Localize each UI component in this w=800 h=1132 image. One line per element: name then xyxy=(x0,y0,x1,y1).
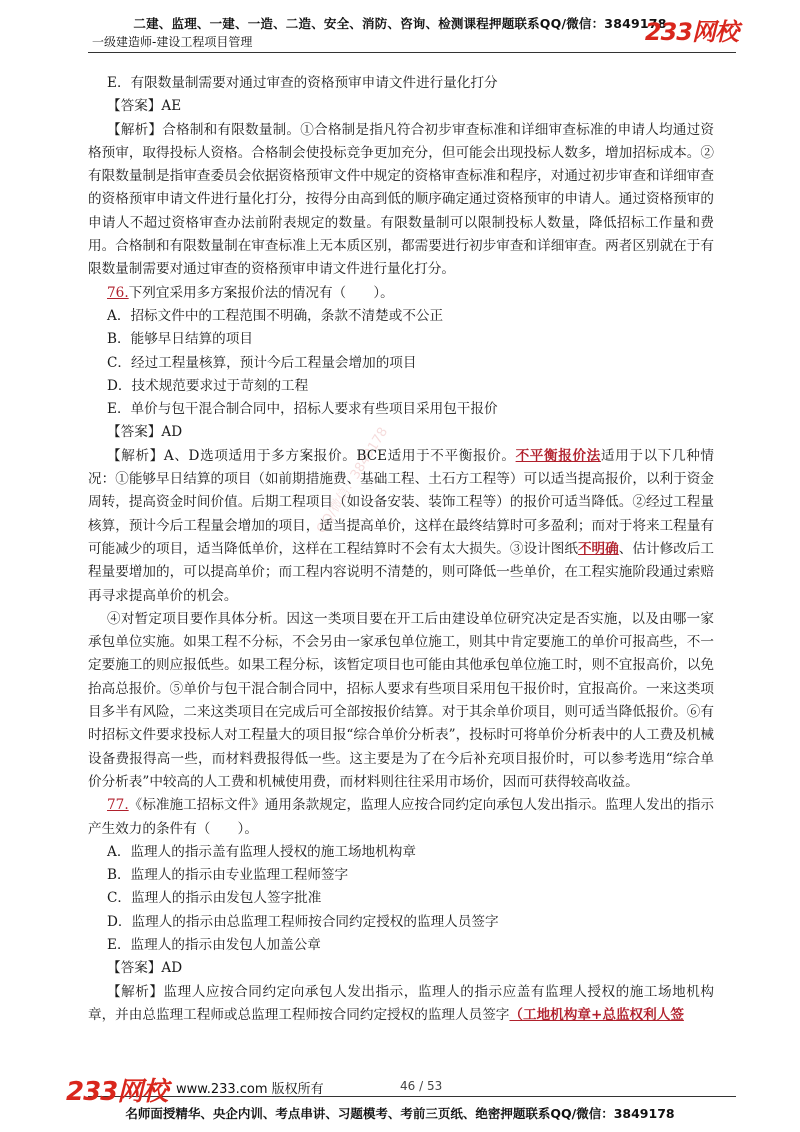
q77-option-b: B．监理人的指示由专业监理工程师签字 xyxy=(107,867,349,884)
explanation-prev: 【解析】合格制和有限数量制。①合格制是指凡符合初步审查标准和详细审查标准的申请人均通过资格预审，取得投标人资格。合格制会使投标竞争更加充分，但可能会出现投标人数多，增加招标成本。②有限数量制是指审查委员会依据资格预审文件中规定的资格审查标准和程序，对通过初步审查和详细审查的资格预审申请文件进行量化打分，按得分由高到低的顺序确定通过资格预审的申请人。通过资格预审的申请人不超过资格审查办法前附表规定的数量。有限数量制可以限制投标人数量，降低招标工作量和费用。合格制和有限数量制在审查标准上无本质区别，都需要进行初步审查和详细审查。两者区别就在于有限数量制需要对通过审查的资格预审申请文件进行量化打分。 xyxy=(88,121,714,278)
explanation-text: 【解析】监理人应按合同约定向承包人发出指示，监理人的指示应盖有监理人授权的施工场地机构章，并由总监理工程师或总监理工程师按合同约定授权的监理人员签字 xyxy=(88,983,714,1023)
option-e-prev: E．有限数量制需要对通过审查的资格预审申请文件进行量化打分 xyxy=(107,75,498,91)
q77-option-d: D．监理人的指示由总监理工程师按合同约定授权的监理人员签字 xyxy=(107,913,499,930)
q77-option-c: C．监理人的指示由发包人签字批准 xyxy=(107,890,322,907)
q76-option-b: B．能够早日结算的项目 xyxy=(107,331,253,348)
explanation-text: 适用于以下几种情况：①能够早日结算的项目（如前期措施费、基础工程、土石方工程等）可以适当提高报价，以利于资金周转，提高资金时间价值。后期工程项目（如设备安装、装饰工程等）的报价可适当降低。②经过工程量核算，预计今后工程量会增加的项目，适当提高单价，这样在最终结算时可多盈利；而对于将来工程量有可能减少的项目，适当降低单价，这样在工程结算时不会有太大损失。③设计图纸 xyxy=(88,447,715,557)
q76-explanation-cont: ④对暂定项目要作具体分析。因这一类项目要在开工后由建设单位研究决定是否实施，以及由哪一家承包单位实施。如果工程不分标，不会另由一家承包单位施工，则其中肯定要施工的单价可报高些，不一定要施工的则应报低些。如果工程分标，该暂定项目也可能由其他承包单位施工时，则不宜报高价，以免抬高总报价。⑤单价与包干混合制合同中，招标人要求有些项目采用包干报价时，宜报高价。一来这类项目多半有风险，二来这类项目在完成后可全部按报价结算。对于其余单价项目，则可适当降低报价。⑥有时招标文件要求投标人对工程量大的项目报“综合单价分析表”，投标时可将单价分析表中的人工费及机械设备费报得高一些，而材料费报得低一些。这主要是为了在今后补充项目报价时，可以参考选用“综合单价分析表”中较高的人工费和机械使用费，而材料则往往采用市场价，因而可获得较高收益。 xyxy=(88,610,714,790)
watermark: QQ/微信：3849178 xyxy=(313,424,392,537)
highlight-term: （工地机构章+总监权利人签 xyxy=(509,1006,684,1023)
footer-copyright: www.233.com 版权所有 xyxy=(176,1082,324,1097)
q77-explanation xyxy=(88,981,714,1028)
explanation-text: 【解析】A、D选项适用于多方案报价。BCE适用于不平衡报价。 xyxy=(107,447,516,464)
footer-promo-line: 名师面授精华、央企内训、考点串讲、习题模考、考前三页纸、绝密押题联系QQ/微信：3849178 xyxy=(125,1106,675,1121)
question-number: 77. xyxy=(107,797,129,814)
q76-option-e: E．单价与包干混合制合同中，招标人要求有些项目采用包干报价 xyxy=(107,401,498,418)
question-stem: 下列宜采用多方案报价法的情况有（ ）。 xyxy=(128,284,394,301)
question-number: 76. xyxy=(107,284,129,301)
q76-option-d: D．技术规范要求过于苛刻的工程 xyxy=(107,377,309,394)
header-promo-line: 二建、监理、一建、一造、二造、安全、消防、咨询、检测课程押题联系QQ/微信：3849178 xyxy=(133,16,667,31)
q76-option-c: C．经过工程量核算，预计今后工程量会增加的项目 xyxy=(107,354,417,371)
q76-explanation xyxy=(88,445,714,608)
question-76 xyxy=(88,282,714,305)
q76-option-a: A．招标文件中的工程范围不明确，条款不清楚或不公正 xyxy=(107,307,444,324)
q77-option-a: A．监理人的指示盖有监理人授权的施工场地机构章 xyxy=(107,843,416,860)
header-divider xyxy=(88,52,736,53)
highlight-term: 不平衡报价法 xyxy=(515,447,601,464)
question-77 xyxy=(88,794,714,841)
q77-answer: 【答案】AD xyxy=(107,960,183,977)
brand-logo: 233网校 xyxy=(644,18,738,46)
q77-option-e: E．监理人的指示由发包人加盖公章 xyxy=(107,936,321,953)
page-number: 46 / 53 xyxy=(400,1079,443,1093)
footer-logo: 233网校 xyxy=(66,1077,168,1107)
question-stem: 《标准施工招标文件》通用条款规定，监理人应按合同约定向承包人发出指示。监理人发出的指示产生效力的条件有（ ）。 xyxy=(88,797,714,837)
document-subtitle: 一级建造师-建设工程项目管理 xyxy=(92,35,253,49)
page-content xyxy=(88,72,714,1027)
q76-answer: 【答案】AD xyxy=(107,424,183,441)
explanation-text: 、估计修改后工程量要增加的，可以提高单价；而工程内容说明不清楚的，则可降低一些单价，在工程实施阶段通过索赔再寻求提高单价的机会。 xyxy=(88,540,715,604)
answer-prev: 【答案】AE xyxy=(107,98,182,115)
highlight-term: 不明确 xyxy=(577,540,619,557)
